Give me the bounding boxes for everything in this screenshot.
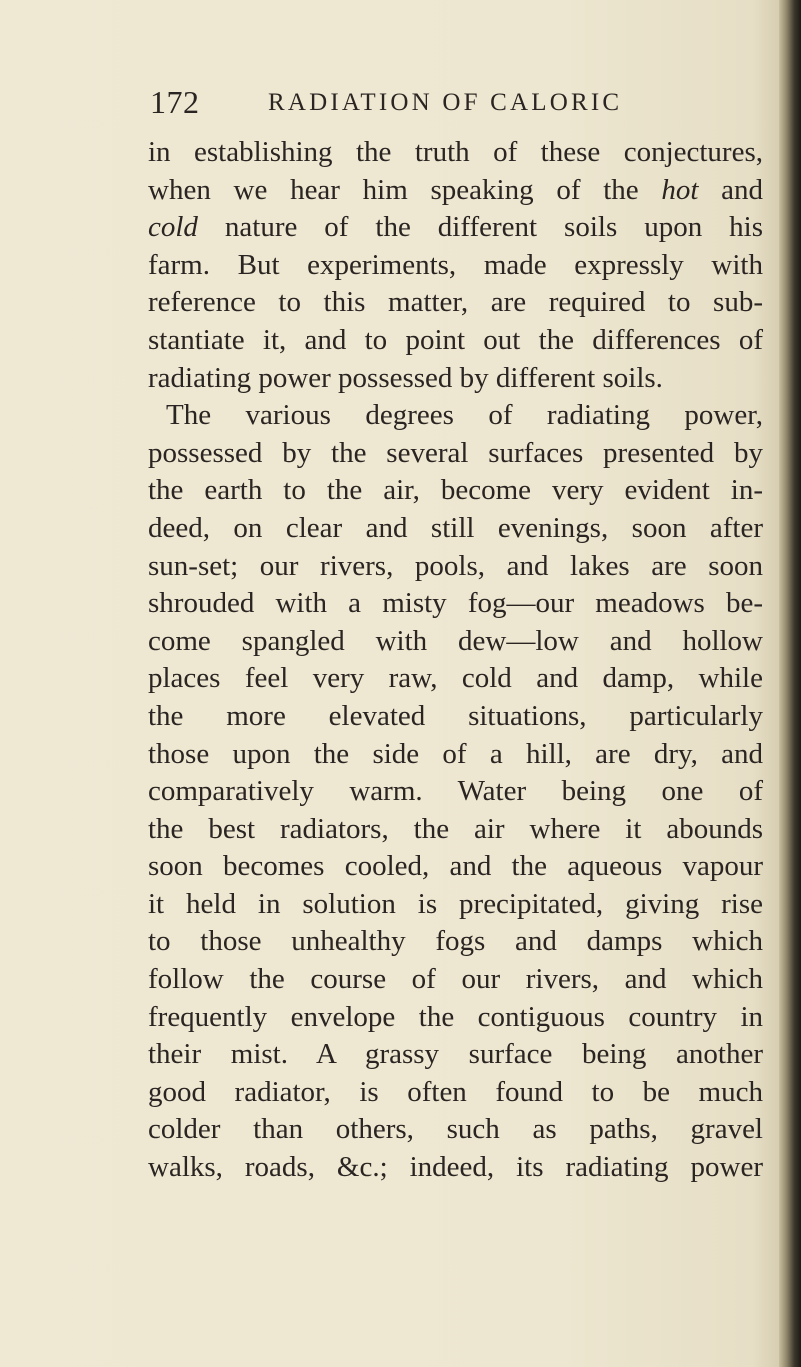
text-line: radiating power possessed by different soils.: [148, 361, 663, 394]
text-line: places feel very raw, cold and damp, while: [148, 662, 763, 695]
italic-word: hot: [661, 173, 699, 206]
page-number: 172: [150, 84, 200, 120]
text-line: The various degrees of radiating power,: [166, 399, 763, 432]
text-line: to those unhealthy fogs and damps which: [148, 925, 763, 958]
text-line: soon becomes cooled, and the aqueous vapour: [148, 850, 763, 883]
text-line: their mist. A grassy surface being another: [148, 1038, 763, 1071]
text-line: comparatively warm. Water being one of: [148, 775, 763, 808]
text-line: the earth to the air, become very evident in-: [148, 474, 763, 507]
text-line: it held in solution is precipitated, giving rise: [148, 887, 763, 920]
text-line: cold nature of the different soils upon his: [148, 211, 763, 244]
text-line: deed, on clear and still evenings, soon after: [148, 511, 763, 544]
running-head: RADIATION OF CALORIC: [268, 89, 623, 116]
text-line: the more elevated situations, particularly: [148, 699, 763, 732]
text-line: sun-set; our rivers, pools, and lakes are soon: [148, 549, 763, 582]
text-line: frequently envelope the contiguous country in: [148, 1000, 763, 1033]
text-line: those upon the side of a hill, are dry, and: [148, 737, 763, 770]
text-line: walks, roads, &c.; indeed, its radiating power: [148, 1151, 763, 1184]
body-text: [148, 134, 763, 1187]
text-line: when we hear him speaking of the hot and: [148, 173, 763, 206]
book-binding-edge: [779, 0, 801, 1367]
text-line: follow the course of our rivers, and which: [148, 963, 763, 996]
text-line: in establishing the truth of these conjectures,: [148, 136, 763, 168]
text-line: good radiator, is often found to be much: [148, 1075, 763, 1108]
text-line: reference to this matter, are required to sub-: [148, 286, 763, 319]
page-header: [150, 82, 630, 122]
text-line: shrouded with a misty fog—our meadows be-: [148, 587, 763, 620]
text-line: come spangled with dew—low and hollow: [148, 624, 763, 657]
text-line: farm. But experiments, made expressly with: [148, 248, 763, 281]
text-line: possessed by the several surfaces presented by: [148, 436, 763, 469]
italic-word: cold: [148, 211, 198, 244]
text-line: stantiate it, and to point out the differences of: [148, 323, 763, 356]
text-line: the best radiators, the air where it abounds: [148, 812, 763, 845]
text-line: colder than others, such as paths, gravel: [148, 1113, 763, 1146]
